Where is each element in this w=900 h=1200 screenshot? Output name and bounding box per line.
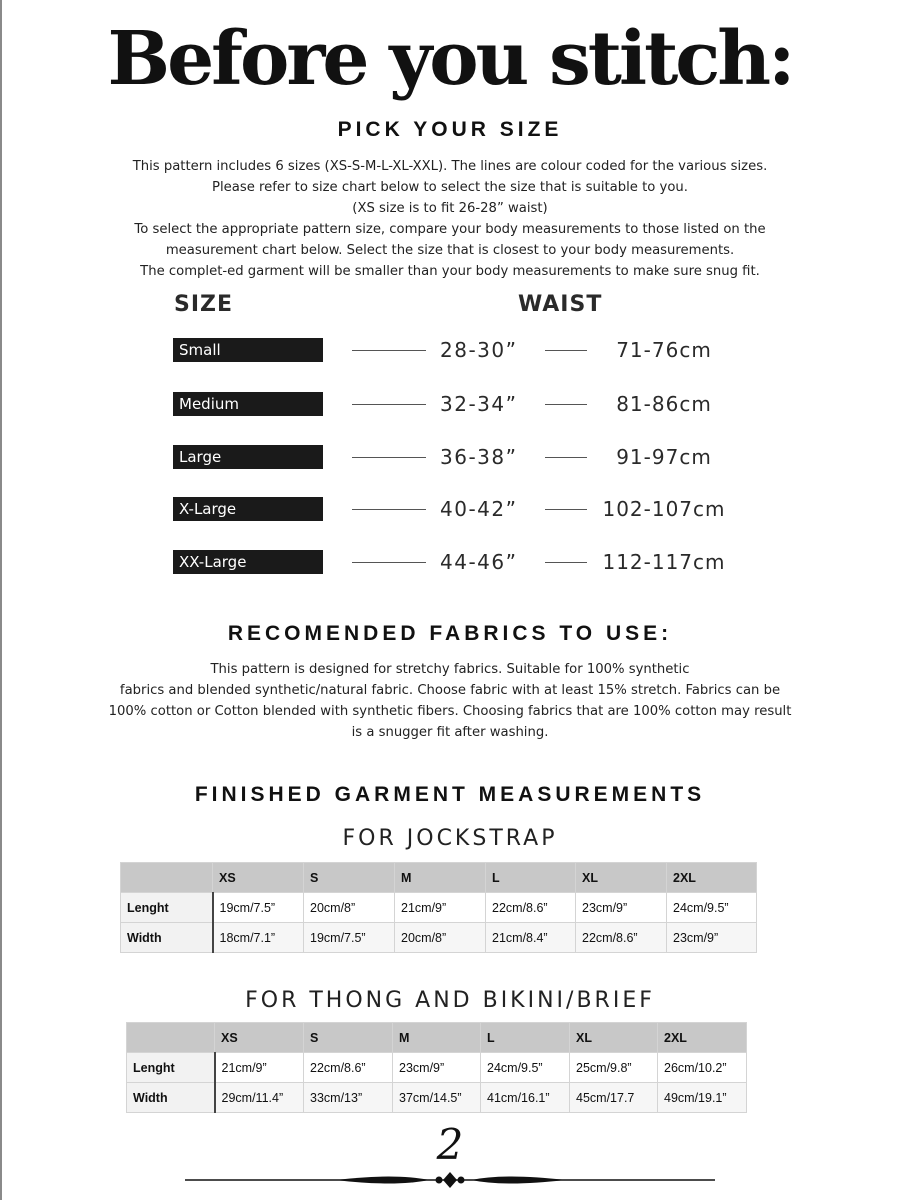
table-cell: 33cm/13”	[304, 1083, 393, 1113]
row-label: Lenght	[127, 1053, 215, 1083]
table-cell: 18cm/7.1”	[213, 923, 304, 953]
connector-line	[352, 509, 426, 510]
size-label: Large	[173, 445, 323, 469]
instruction-line: Please refer to size chart below to select the size that is suitable to you.	[212, 180, 688, 195]
table-cell: 41cm/16.1”	[481, 1083, 570, 1113]
size-row-medium	[0, 390, 900, 420]
size-label: XX-Large	[173, 550, 323, 574]
table-cell: 29cm/11.4”	[215, 1083, 304, 1113]
connector-line	[545, 404, 587, 405]
column-header: 2XL	[667, 863, 757, 893]
ornamental-divider-icon	[185, 1160, 715, 1200]
instruction-line: To select the appropriate pattern size, compare your body measurements to those listed on the	[134, 222, 766, 237]
table-cell: 37cm/14.5”	[393, 1083, 481, 1113]
size-column-header: SIZE	[174, 292, 234, 317]
size-label: Small	[173, 338, 323, 362]
table-cell: 19cm/7.5”	[304, 923, 395, 953]
table-cell: 23cm/9”	[393, 1053, 481, 1083]
pick-size-heading: PICK YOUR SIZE	[337, 118, 563, 141]
column-header: S	[304, 863, 395, 893]
size-row-small	[0, 336, 900, 366]
table-cell: 24cm/9.5”	[481, 1053, 570, 1083]
instruction-line: measurement chart below. Select the size that is closest to your body measurements.	[165, 243, 735, 258]
table-cell: 24cm/9.5”	[667, 893, 757, 923]
table-row	[121, 893, 757, 923]
waist-inches: 44-46”	[440, 550, 518, 574]
waist-inches: 32-34”	[440, 392, 518, 416]
column-header: L	[486, 863, 576, 893]
fabric-line: is a snugger fit after washing.	[351, 725, 549, 740]
column-header: XS	[213, 863, 304, 893]
table-cell: 21cm/8.4”	[486, 923, 576, 953]
waist-cm: 81-86cm	[616, 392, 712, 416]
table-header-row	[121, 863, 757, 893]
connector-line	[545, 457, 587, 458]
connector-line	[352, 404, 426, 405]
table-cell: 21cm/9”	[215, 1053, 304, 1083]
column-header: S	[304, 1023, 393, 1053]
table-cell: 21cm/9”	[395, 893, 486, 923]
waist-cm: 102-107cm	[602, 497, 726, 521]
fabric-line: fabrics and blended synthetic/natural fabric. Choose fabric with at least 15% stretch. Fabrics can be	[119, 683, 781, 698]
waist-inches: 36-38”	[440, 445, 518, 469]
table-cell: 19cm/7.5”	[213, 893, 304, 923]
waist-cm: 91-97cm	[616, 445, 712, 469]
table-cell: 25cm/9.8”	[570, 1053, 658, 1083]
instruction-line: The complet-ed garment will be smaller than your body measurements to make sure snug fit.	[140, 264, 760, 279]
waist-inches: 28-30”	[440, 338, 518, 362]
column-header: XS	[215, 1023, 304, 1053]
page-title: Before you stitch:	[107, 16, 793, 102]
fabrics-heading: RECOMENDED FABRICS TO USE:	[227, 622, 673, 645]
table-row	[121, 923, 757, 953]
column-header: XL	[576, 863, 667, 893]
row-label: Width	[127, 1083, 215, 1113]
size-row-xx-large	[0, 548, 900, 578]
column-header: L	[481, 1023, 570, 1053]
column-header	[121, 863, 213, 893]
thong-bikini-heading: FOR THONG AND BIKINI/BRIEF	[245, 988, 655, 1013]
row-label: Width	[121, 923, 213, 953]
fabrics-description	[40, 659, 860, 743]
waist-cm: 71-76cm	[616, 338, 712, 362]
connector-line	[352, 562, 426, 563]
table-cell: 22cm/8.6”	[486, 893, 576, 923]
connector-line	[545, 350, 587, 351]
table-cell: 22cm/8.6”	[576, 923, 667, 953]
waist-column-header: WAIST	[518, 292, 603, 317]
fabric-line: This pattern is designed for stretchy fabrics. Suitable for 100% synthetic	[210, 662, 690, 677]
size-row-large	[0, 443, 900, 473]
connector-line	[352, 457, 426, 458]
table-cell: 20cm/8”	[395, 923, 486, 953]
table-row	[127, 1083, 747, 1113]
column-header: XL	[570, 1023, 658, 1053]
table-cell: 22cm/8.6”	[304, 1053, 393, 1083]
table-cell: 23cm/9”	[576, 893, 667, 923]
waist-inches: 40-42”	[440, 497, 518, 521]
size-label: Medium	[173, 392, 323, 416]
instruction-line: (XS size is to fit 26-28” waist)	[352, 201, 548, 216]
table-cell: 26cm/10.2”	[658, 1053, 747, 1083]
jockstrap-heading: FOR JOCKSTRAP	[342, 826, 558, 851]
waist-cm: 112-117cm	[602, 550, 726, 574]
jockstrap-measurements-table	[120, 862, 757, 953]
table-cell: 45cm/17.7	[570, 1083, 658, 1113]
pick-size-instructions	[60, 156, 840, 282]
connector-line	[545, 509, 587, 510]
page-number: 2	[436, 1120, 464, 1169]
connector-line	[352, 350, 426, 351]
table-row	[127, 1053, 747, 1083]
table-cell: 23cm/9”	[667, 923, 757, 953]
fabric-line: 100% cotton or Cotton blended with synthetic fibers. Choosing fabrics that are 100% cotton may result	[108, 704, 792, 719]
table-cell: 20cm/8”	[304, 893, 395, 923]
instruction-line: This pattern includes 6 sizes (XS-S-M-L-XL-XXL). The lines are colour coded for the various sizes.	[132, 159, 768, 174]
column-header: M	[395, 863, 486, 893]
table-cell: 49cm/19.1”	[658, 1083, 747, 1113]
page-left-edge	[0, 0, 2, 1200]
thong-bikini-measurements-table	[126, 1022, 747, 1113]
size-label: X-Large	[173, 497, 323, 521]
column-header: 2XL	[658, 1023, 747, 1053]
row-label: Lenght	[121, 893, 213, 923]
column-header	[127, 1023, 215, 1053]
size-row-x-large	[0, 495, 900, 525]
column-header: M	[393, 1023, 481, 1053]
connector-line	[545, 562, 587, 563]
table-header-row	[127, 1023, 747, 1053]
finished-measurements-heading: FINISHED GARMENT MEASUREMENTS	[194, 783, 706, 806]
